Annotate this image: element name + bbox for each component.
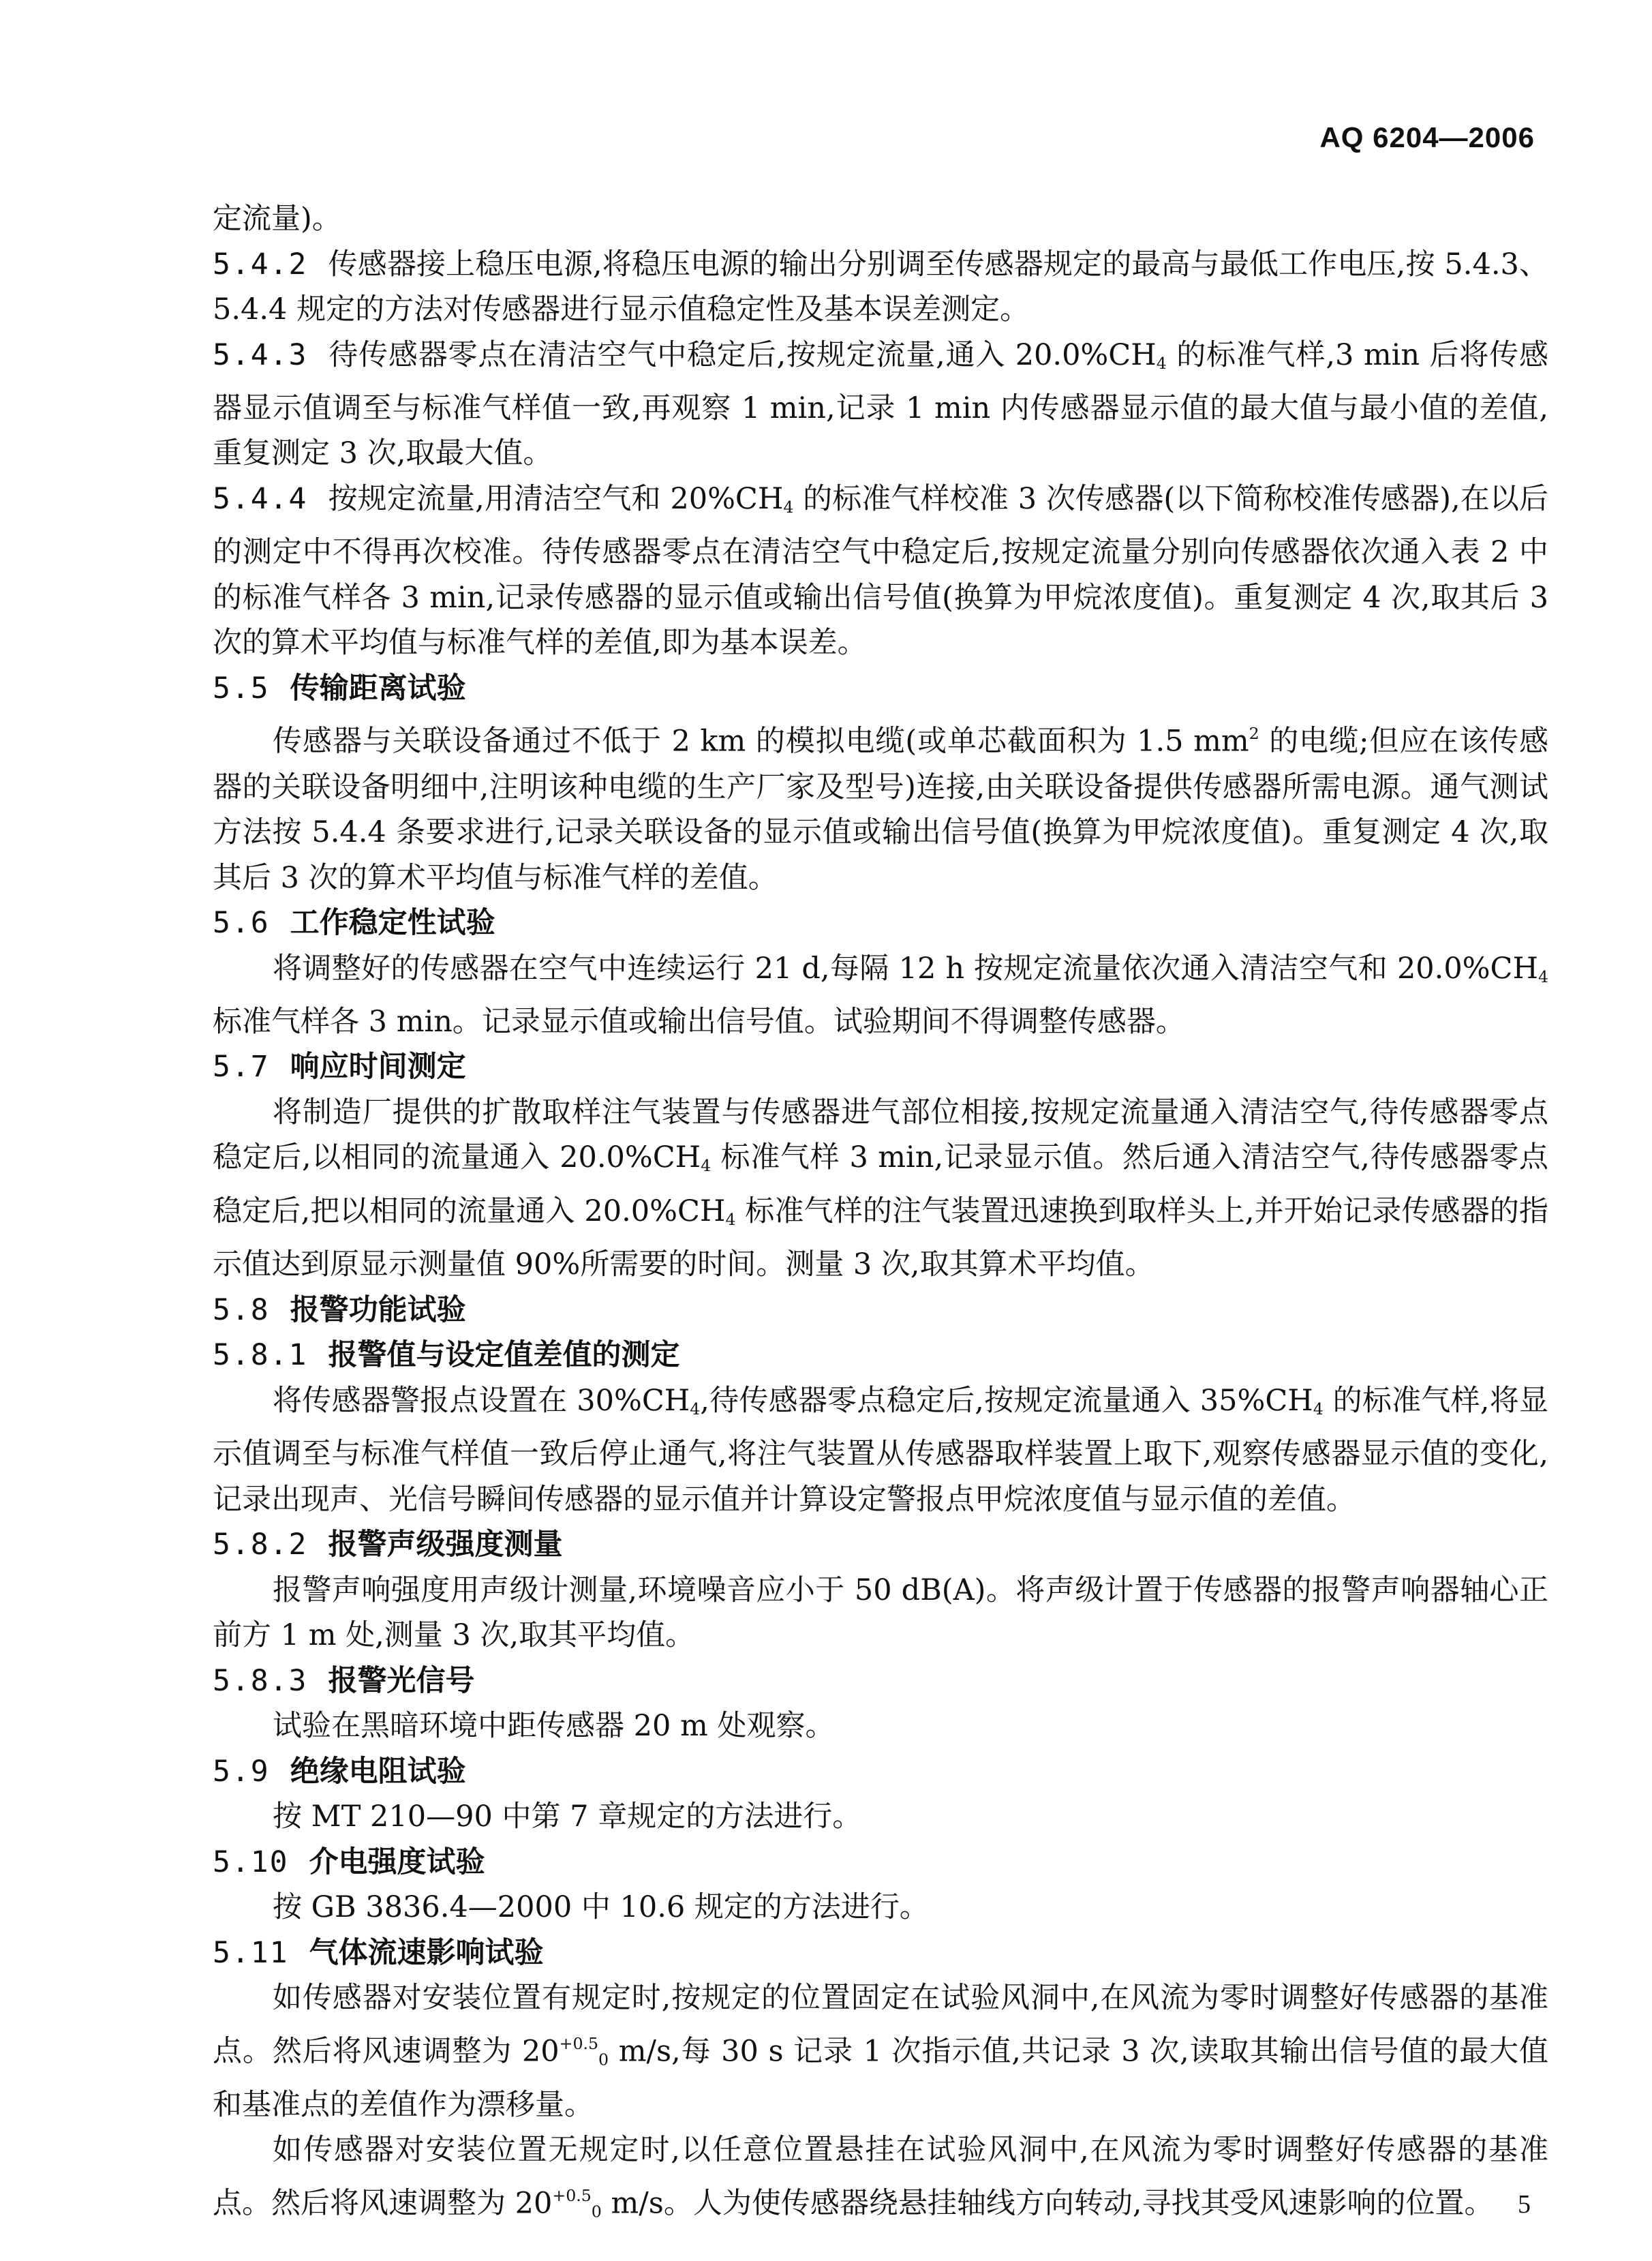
heading-title: 报警值与设定值差值的测定 bbox=[328, 1338, 680, 1373]
clause-text: 传感器接上稳压电源,将稳压电源的输出分别调至传感器规定的最高与最低工作电压,按 5.4.3、5.4.4 规定的方法对传感器进行显示值稳定性及基本误差测定。 bbox=[213, 247, 1548, 327]
tolerance-lower: 0 bbox=[598, 2050, 609, 2069]
heading-5-8 bbox=[213, 1288, 1548, 1333]
heading-title: 报警声级强度测量 bbox=[328, 1528, 563, 1562]
clause-text: 按规定流量,用清洁空气和 20%CH bbox=[328, 481, 784, 516]
paragraph-5-9: 按 MT 210—90 中第 7 章规定的方法进行。 bbox=[273, 1800, 862, 1834]
heading-5-7 bbox=[213, 1044, 1548, 1090]
paragraph-text: 标准气样的注气装置迅速换到取样头上,并开始记录传感器的指示值达到原显示测量值 90%所需要的时间。测量 3 次,取其算术平均值。 bbox=[213, 1194, 1548, 1282]
heading-5-10 bbox=[213, 1840, 1548, 1885]
clause-5-4-3 bbox=[213, 333, 1548, 476]
tolerance-lower: 0 bbox=[591, 2202, 602, 2221]
page-number: 5 bbox=[1518, 2190, 1531, 2219]
clause-text: 的标准气样校准 3 次传感器(以下简称校准传感器),在以后的测定中不得再次校准。待传感器零点在清洁空气中稳定后,按规定流量分别向传感器依次通入表 2 中的标准气样各 3 min,记录传感器的显示值或输出信号值(换算为甲烷浓度值)。重复测定 4 次,取其后 3 次的算术平均值与标准气样的差值,即为基本误差。 bbox=[213, 481, 1548, 661]
tolerance-upper: +0.5 bbox=[552, 2185, 592, 2205]
subscript: 4 bbox=[1313, 1399, 1324, 1418]
clause-number: 5.8 bbox=[213, 1292, 270, 1327]
heading-5-8-2 bbox=[213, 1522, 1548, 1568]
paragraph-5-11-b bbox=[213, 2127, 1548, 2234]
paragraph-5-8-3: 试验在黑暗环境中距传感器 20 m 处观察。 bbox=[273, 1709, 835, 1744]
paragraph-text: 传感器与关联设备通过不低于 2 km 的模拟电缆(或单芯截面积为 1.5 mm bbox=[273, 725, 1249, 759]
paragraph-text: 的标准气样,将显示值调至与标准气样值一致后停止通气,将注气装置从传感器取样装置上取下,观察传感器显示值的变化,记录出现声、光信号瞬间传感器的显示值并计算设定警报点甲烷浓度值与显示值的差值。 bbox=[213, 1383, 1548, 1517]
clause-number: 5.8.2 bbox=[213, 1528, 308, 1562]
clause-number: 5.11 bbox=[213, 1935, 289, 1970]
paragraph-5-10: 按 GB 3836.4—2000 中 10.6 规定的方法进行。 bbox=[273, 1890, 929, 1925]
paragraph-text: 如传感器对安装位置有规定时,按规定的位置固定在试验风洞中,在风流为零时调整好传感器的基准点。然后将风速调整为 20 bbox=[213, 1981, 1548, 2069]
paragraph-text: 将调整好的传感器在空气中连续运行 21 d,每隔 12 h 按规定流量依次通入清洁空气和 20.0%CH bbox=[273, 951, 1538, 986]
clause-number: 5.9 bbox=[213, 1754, 270, 1789]
paragraph-text: 如传感器对安装位置无规定时,以任意位置悬挂在试验风洞中,在风流为零时调整好传感器的基准点。然后将风速调整为 20 bbox=[213, 2133, 1548, 2221]
paragraph-text: 标准气样各 3 min。记录显示值或输出信号值。试验期间不得调整传感器。 bbox=[213, 1004, 1185, 1039]
subscript: 4 bbox=[690, 1399, 701, 1418]
heading-title: 传输距离试验 bbox=[290, 671, 466, 705]
clause-number: 5.4.2 bbox=[213, 247, 308, 282]
paragraph-continuation: 定流量)。 bbox=[213, 202, 341, 236]
clause-5-4-4 bbox=[213, 476, 1548, 666]
clause-number: 5.10 bbox=[213, 1845, 289, 1879]
subscript: 4 bbox=[783, 497, 794, 517]
subscript: 4 bbox=[1156, 353, 1167, 373]
subscript: 4 bbox=[725, 1209, 736, 1229]
clause-number: 5.8.1 bbox=[213, 1338, 308, 1373]
heading-title: 绝缘电阻试验 bbox=[290, 1754, 466, 1789]
paragraph-text: 的电缆;但应在该传感器的关联设备明细中,注明该种电缆的生产厂家及型号)连接,由关联设备提供传感器所需电源。通气测试方法按 5.4.4 条要求进行,记录关联设备的显示值或输出信号值(换算为甲烷浓度值)。重复测定 4 次,取其后 3 次的算术平均值与标准气样的差值。 bbox=[213, 725, 1549, 895]
heading-title: 气体流速影响试验 bbox=[309, 1935, 544, 1970]
heading-5-5 bbox=[213, 666, 1548, 712]
clause-number: 5.5 bbox=[213, 671, 270, 705]
paragraph-text: ,待传感器零点稳定后,按规定流量通入 35%CH bbox=[700, 1383, 1313, 1418]
heading-title: 介电强度试验 bbox=[309, 1845, 485, 1879]
clause-number: 5.4.3 bbox=[213, 337, 308, 372]
heading-5-11 bbox=[213, 1930, 1548, 1976]
paragraph-text: m/s,每 30 s 记录 1 次指示值,共记录 3 次,读取其输出信号值的最大值和基准点的差值作为漂移量。 bbox=[213, 2034, 1549, 2122]
superscript: 2 bbox=[1249, 724, 1259, 744]
document-body bbox=[213, 196, 1548, 2234]
clause-number: 5.8.3 bbox=[213, 1663, 308, 1698]
paragraph-5-5 bbox=[213, 711, 1548, 900]
paragraph-5-6 bbox=[213, 946, 1548, 1045]
heading-5-6 bbox=[213, 900, 1548, 946]
paragraph-5-7 bbox=[213, 1090, 1548, 1288]
heading-title: 工作稳定性试验 bbox=[290, 906, 495, 941]
clause-text: 的标准气样,3 min 后将传感器显示值调至与标准气样值一致,再观察 1 min,记录 1 min 内传感器显示值的最大值与最小值的差值,重复测定 3 次,取最大值。 bbox=[213, 337, 1548, 471]
heading-title: 报警功能试验 bbox=[290, 1292, 466, 1327]
paragraph-5-8-2: 报警声响强度用声级计测量,环境噪音应小于 50 dB(A)。将声级计置于传感器的报警声响器轴心正前方 1 m 处,测量 3 次,取其平均值。 bbox=[213, 1573, 1548, 1653]
heading-5-9 bbox=[213, 1749, 1548, 1795]
clause-5-4-2 bbox=[213, 242, 1548, 333]
paragraph-5-8-1 bbox=[213, 1378, 1548, 1522]
tolerance-upper: +0.5 bbox=[559, 2033, 599, 2053]
paragraph-text: 将制造厂提供的扩散取样注气装置与传感器进气部位相接,按规定流量通入清洁空气,待传感器零点稳定后,以相同的流量通入 20.0%CH bbox=[213, 1095, 1548, 1175]
heading-5-8-3 bbox=[213, 1658, 1548, 1704]
paragraph-text: m/s。人为使传感器绕悬挂轴线方向转动,寻找其受风速影响的位置。 bbox=[601, 2186, 1494, 2221]
standard-code: AQ 6204—2006 bbox=[1319, 121, 1535, 153]
clause-text: 待传感器零点在清洁空气中稳定后,按规定流量,通入 20.0%CH bbox=[328, 337, 1157, 372]
heading-5-8-1 bbox=[213, 1333, 1548, 1378]
clause-number: 5.7 bbox=[213, 1050, 270, 1084]
clause-number: 5.4.4 bbox=[213, 481, 308, 516]
paragraph-5-11-a bbox=[213, 1975, 1548, 2127]
paragraph-text: 将传感器警报点设置在 30%CH bbox=[273, 1383, 690, 1418]
subscript: 4 bbox=[701, 1156, 712, 1176]
subscript: 4 bbox=[1538, 967, 1548, 986]
heading-title: 响应时间测定 bbox=[290, 1050, 466, 1084]
clause-number: 5.6 bbox=[213, 906, 270, 941]
heading-title: 报警光信号 bbox=[328, 1663, 475, 1698]
paragraph-text: 标准气样 3 min,记录显示值。然后通入清洁空气,待传感器零点稳定后,把以相同的流量通入 20.0%CH bbox=[213, 1140, 1549, 1228]
